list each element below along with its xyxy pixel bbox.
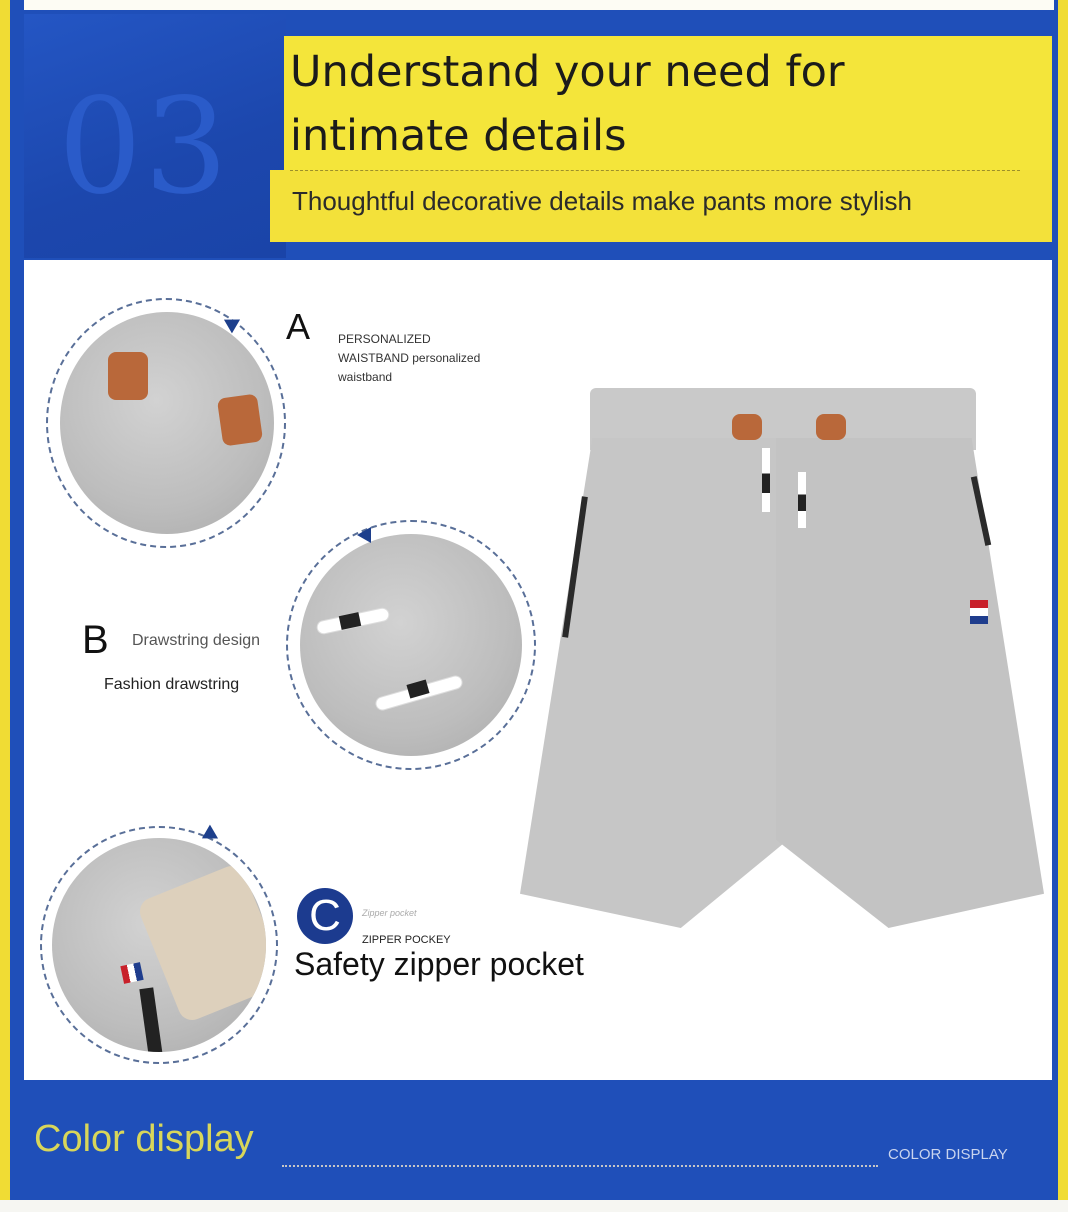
- zipper-pull: [139, 987, 162, 1052]
- leather-patch-right: [217, 393, 263, 446]
- feature-b-subcaption: Fashion drawstring: [104, 676, 240, 693]
- leather-patch-left: [108, 352, 148, 400]
- stripe-tab-red: [120, 962, 143, 984]
- waistband-closeup-image: [60, 312, 274, 534]
- pocket-closeup-image: [52, 838, 266, 1052]
- shorts-product-image: [520, 388, 1044, 930]
- feature-c-title: Safety zipper pocket: [294, 946, 584, 982]
- color-display-label: COLOR DISPLAY: [888, 1146, 1008, 1163]
- color-display-title: Color display: [34, 1118, 254, 1160]
- phone-in-pocket-image: [136, 862, 266, 1024]
- shorts-patch-left: [732, 414, 762, 440]
- section-number-block: [24, 14, 286, 258]
- bottom-strip: [0, 1200, 1068, 1212]
- feature-c-badge: C: [297, 888, 353, 944]
- section-number-watermark: 03: [58, 70, 230, 224]
- shorts-left-leg: [520, 438, 788, 928]
- drawstring-closeup-image: [300, 534, 522, 756]
- shorts-drawstring-left: [762, 448, 770, 512]
- subtitle-divider: [290, 170, 1020, 171]
- feature-c-caption: ZIPPER POCKEY: [362, 934, 451, 946]
- page-title: Understand your need for intimate details: [290, 47, 845, 161]
- shorts-drawstring-right: [798, 472, 806, 528]
- top-strip: [24, 0, 1054, 10]
- drawstring-band-top: [339, 612, 361, 630]
- arrow-b-icon: [357, 527, 371, 543]
- footer-divider: [282, 1165, 878, 1167]
- feature-a-caption: PERSONALIZED WAISTBAND personalized waistband: [338, 332, 481, 384]
- shorts-patch-right: [816, 414, 846, 440]
- page-subtitle: Thoughtful decorative details make pants more stylish: [292, 186, 912, 216]
- feature-c-tiny-caption: Zipper pocket: [362, 908, 417, 918]
- shorts-stripe-tab: [970, 600, 988, 624]
- feature-b-letter: B: [82, 618, 109, 662]
- shorts-right-leg: [776, 438, 1044, 928]
- feature-b-caption: Drawstring design: [132, 632, 261, 649]
- feature-a-letter: A: [286, 306, 311, 347]
